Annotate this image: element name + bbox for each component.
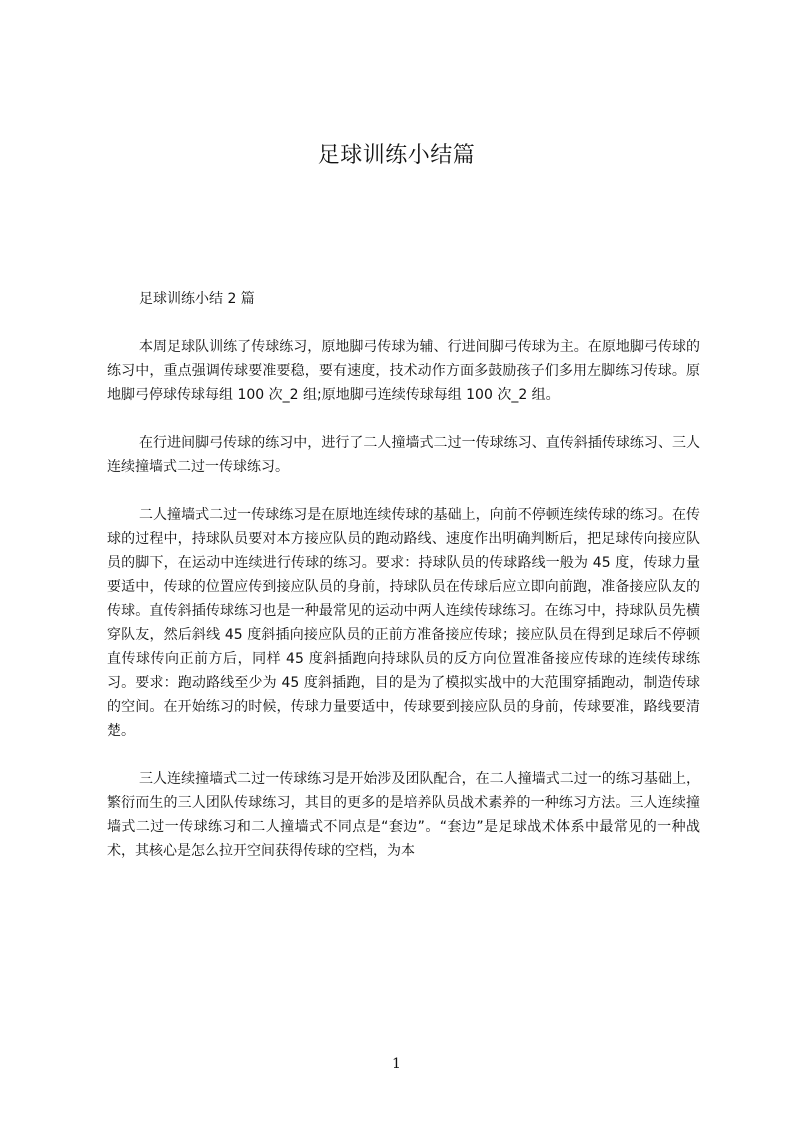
subtitle-line: 足球训练小结 2 篇 [139, 291, 255, 307]
paragraph-4: 三人连续撞墙式二过一传球练习是开始涉及团队配合，在二人撞墙式二过一的练习基础上，繁衍而生的三人团队传球练习，其目的更多的是培养队员战术素养的一种练习方法。三人连续撞墙式二过一传球练习和二人撞墙式不同点是“套边”。“套边”是足球战术体系中最常见的一种战术，其核心是怎么拉开空间获得传球的空档，为本 [107, 771, 700, 859]
document-body [107, 287, 700, 887]
paragraph-2: 在行进间脚弓传球的练习中，进行了二人撞墙式二过一传球练习、直传斜插传球练习、三人连续撞墙式二过一传球练习。 [107, 435, 700, 475]
paragraph-1: 本周足球队训练了传球练习，原地脚弓传球为辅、行进间脚弓传球为主。在原地脚弓传球的练习中，重点强调传球要准要稳，要有速度，技术动作方面多鼓励孩子们多用左脚练习传球。原地脚弓停球传球每组 100 次_2 组;原地脚弓连续传球每组 100 次_2 组。 [107, 339, 700, 403]
page-number: 1 [392, 1056, 401, 1072]
document-title: 足球训练小结篇 [317, 143, 476, 168]
paragraph-3: 二人撞墙式二过一传球练习是在原地连续传球的基础上，向前不停顿连续传球的练习。在传球的过程中，持球队员要对本方接应队员的跑动路线、速度作出明确判断后，把足球传向接应队员的脚下，在运动中连续进行传球的练习。要求：持球队员的传球路线一般为 45 度，传球力量要适中，传球的位置应传到接应队员的身前，持球队员在传球后应立即向前跑，准备接应队友的传球。直传斜插传球练习也是一种最常见的运动中两人连续传球练习。在练习中，持球队员先横穿队友，然后斜线 45 度斜插向接应队员的正前方准备接应传球；接应队员在得到足球后不停顿直传球传向正前方后，同样 45 度斜插跑向持球队员的反方向位置准备接应传球的连续传球练习。要求：跑动路线至少为 45 度斜插跑，目的是为了模拟实战中的大范围穿插跑动，制造传球的空间。在开始练习的时候，传球力量要适中，传球要到接应队员的身前，传球要准，路线要清楚。 [107, 507, 700, 739]
